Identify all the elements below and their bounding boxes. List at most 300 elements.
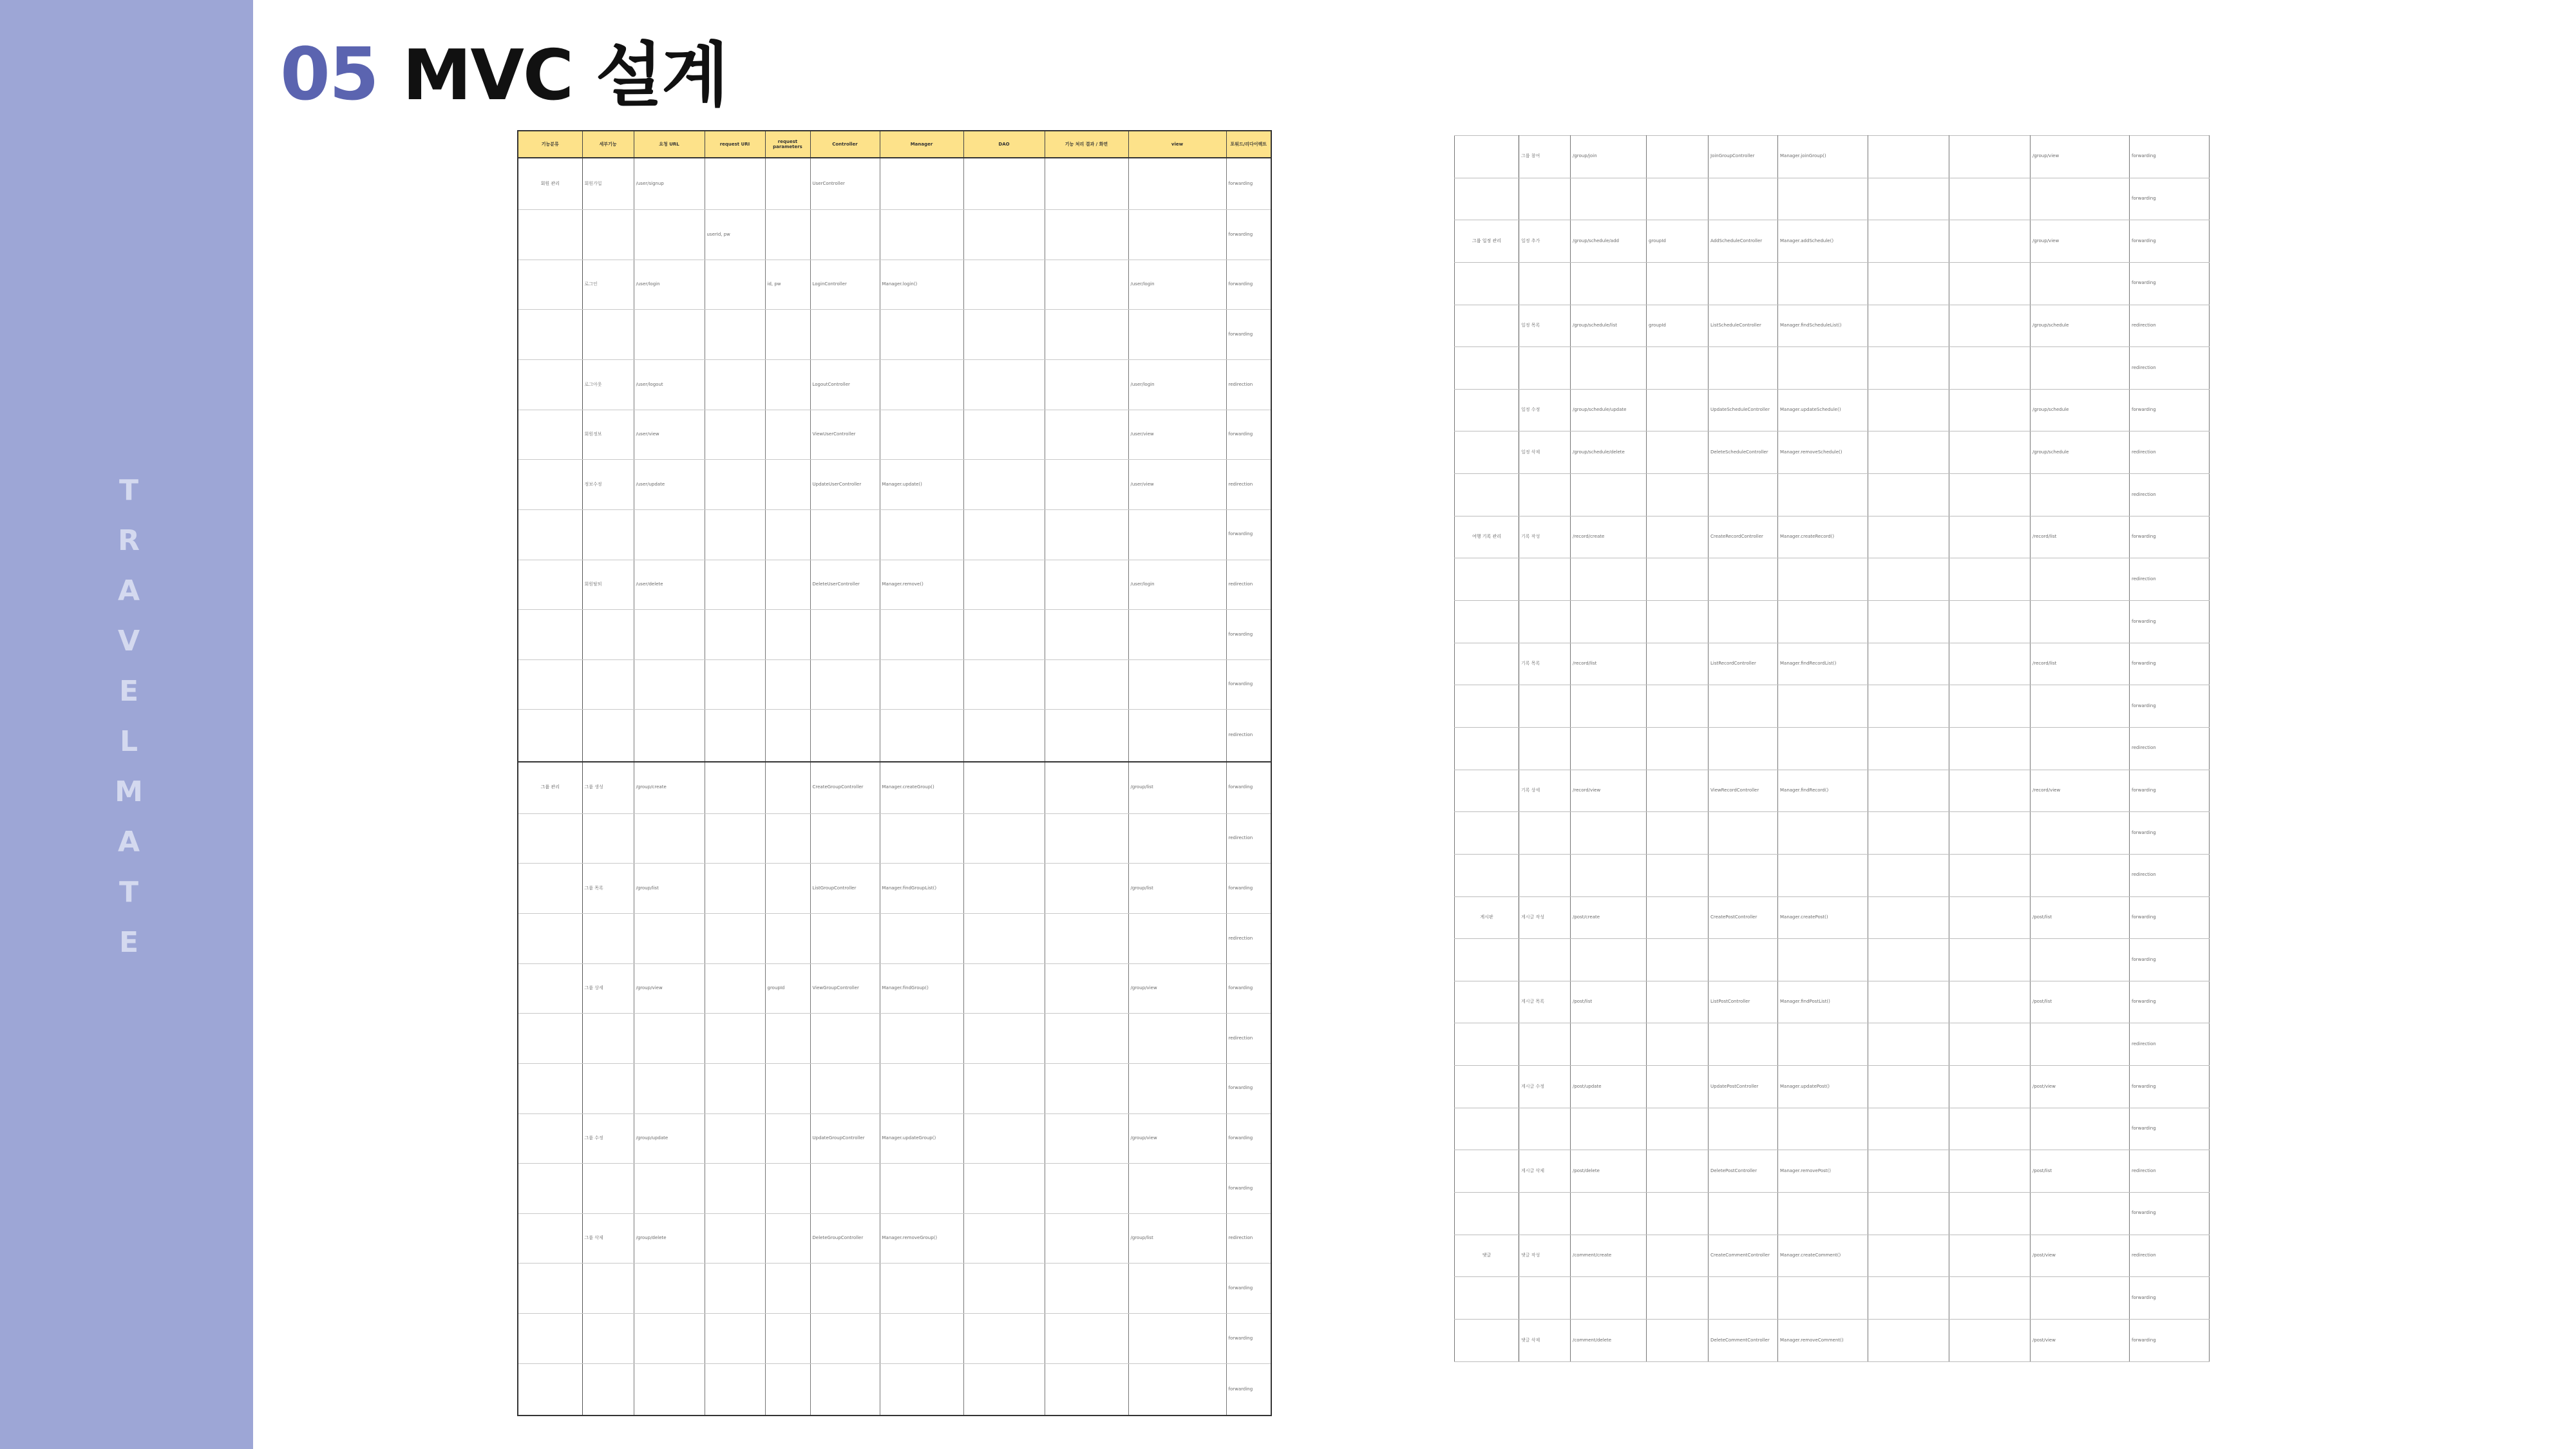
table-cell: [518, 460, 582, 510]
table-cell: [634, 610, 705, 660]
table-cell: [765, 864, 810, 914]
table-row: [518, 460, 1271, 510]
table-cell: [963, 963, 1045, 1014]
table-cell: forwarding: [2130, 178, 2210, 220]
table-cell: [1647, 347, 1709, 390]
table-row: [518, 1164, 1271, 1214]
table-cell: [1045, 864, 1128, 914]
table-cell: [1455, 431, 1519, 474]
table-cell: [1045, 360, 1128, 410]
table-cell: [1868, 431, 1949, 474]
column-header: 포워드/리다이렉트: [1226, 131, 1271, 158]
table-cell: CreateCommentController: [1709, 1235, 1778, 1277]
table-cell: [765, 813, 810, 864]
table-cell: /group/list: [634, 864, 705, 914]
table-cell: [963, 260, 1045, 310]
table-cell: [1571, 262, 1647, 305]
table-cell: [1868, 389, 1949, 431]
table-cell: [518, 1264, 582, 1314]
table-cell: /user/login: [1128, 260, 1226, 310]
table-cell: [1868, 262, 1949, 305]
table-cell: /post/view: [2031, 1319, 2130, 1361]
table-cell: [518, 210, 582, 260]
table-cell: [1519, 812, 1571, 855]
table-cell: groupId: [1647, 220, 1709, 263]
table-cell: [1868, 812, 1949, 855]
table-cell: [1571, 474, 1647, 516]
table-cell: ListPostController: [1709, 981, 1778, 1023]
table-cell: [1128, 509, 1226, 560]
table-cell: LogoutController: [810, 360, 880, 410]
table-cell: [518, 710, 582, 762]
table-cell: [705, 1314, 765, 1364]
table-cell: /group/view: [2031, 136, 2130, 178]
table-cell: [1949, 558, 2031, 601]
table-cell: [810, 914, 880, 964]
table-cell: forwarding: [2130, 1108, 2210, 1150]
table-cell: [1571, 347, 1647, 390]
table-cell: ListRecordController: [1709, 643, 1778, 685]
table-cell: [1455, 1319, 1519, 1361]
table-cell: /group/schedule/list: [1571, 305, 1647, 347]
table-cell: [963, 813, 1045, 864]
table-cell: ViewUserController: [810, 410, 880, 460]
table-cell: [2031, 474, 2130, 516]
table-cell: forwarding: [1226, 1113, 1271, 1164]
table-cell: [963, 610, 1045, 660]
table-cell: [765, 1363, 810, 1416]
table-cell: /group/view: [634, 963, 705, 1014]
table-cell: [705, 360, 765, 410]
table-cell: [1647, 854, 1709, 896]
table-cell: [1647, 770, 1709, 812]
table-cell: [1949, 1193, 2031, 1235]
table-cell: [2031, 558, 2130, 601]
table-cell: /post/list: [2031, 1150, 2130, 1193]
table-cell: [582, 1314, 634, 1364]
table-row: [518, 360, 1271, 410]
table-cell: [1949, 854, 2031, 896]
table-cell: [1778, 939, 1868, 981]
table-cell: [1868, 1066, 1949, 1108]
table-cell: [1045, 1014, 1128, 1064]
table-cell: JoinGroupController: [1709, 136, 1778, 178]
table-cell: [2031, 347, 2130, 390]
table-cell: [518, 360, 582, 410]
table-cell: /user/update: [634, 460, 705, 510]
table-cell: [1571, 727, 1647, 770]
table-cell: [1519, 474, 1571, 516]
table-cell: [963, 1363, 1045, 1416]
table-cell: 회원 관리: [518, 158, 582, 210]
table-cell: 일정 목록: [1519, 305, 1571, 347]
brand-letter: E: [118, 675, 139, 708]
table-cell: [1128, 1014, 1226, 1064]
table-cell: [1868, 474, 1949, 516]
table-row: [518, 1314, 1271, 1364]
table-cell: forwarding: [1226, 210, 1271, 260]
table-cell: [1949, 981, 2031, 1023]
table-cell: [1709, 1277, 1778, 1320]
table-cell: [765, 560, 810, 610]
table-row: [518, 210, 1271, 260]
table-cell: [705, 410, 765, 460]
table-cell: [705, 460, 765, 510]
table-cell: [963, 864, 1045, 914]
table-cell: [1455, 136, 1519, 178]
table-cell: [634, 1014, 705, 1064]
table-cell: [2031, 685, 2130, 728]
table-cell: forwarding: [1226, 610, 1271, 660]
table-cell: 댓글: [1455, 1235, 1519, 1277]
table-cell: [582, 1014, 634, 1064]
table-cell: [1709, 854, 1778, 896]
table-cell: forwarding: [1226, 659, 1271, 710]
table-cell: /record/list: [2031, 516, 2130, 558]
table-cell: Manager.updatePost(): [1778, 1066, 1868, 1108]
table-cell: Manager.findGroup(): [880, 963, 963, 1014]
table-cell: /group/join: [1571, 136, 1647, 178]
table-cell: [765, 914, 810, 964]
table-cell: /group/update: [634, 1113, 705, 1164]
table-cell: Manager.findRecord(): [1778, 770, 1868, 812]
table-cell: ViewGroupController: [810, 963, 880, 1014]
table-cell: [705, 610, 765, 660]
table-cell: redirection: [2130, 305, 2210, 347]
table-cell: [705, 710, 765, 762]
table-cell: [1868, 1150, 1949, 1193]
table-cell: [1455, 812, 1519, 855]
table-cell: [1045, 1363, 1128, 1416]
table-cell: forwarding: [2130, 601, 2210, 643]
table-cell: [963, 1213, 1045, 1264]
table-cell: [1455, 939, 1519, 981]
table-cell: [963, 1314, 1045, 1364]
brand-letter: R: [118, 524, 140, 557]
table-cell: Manager.removeComment(): [1778, 1319, 1868, 1361]
table-cell: [1949, 474, 2031, 516]
table-cell: [1868, 136, 1949, 178]
table-cell: [582, 509, 634, 560]
table-cell: redirection: [1226, 914, 1271, 964]
table-cell: [1045, 509, 1128, 560]
table-cell: [963, 210, 1045, 260]
table-cell: [1868, 939, 1949, 981]
table-cell: [1868, 601, 1949, 643]
table-cell: DeleteUserController: [810, 560, 880, 610]
table-row: [1455, 896, 2210, 939]
table-row: [518, 914, 1271, 964]
table-row: [1455, 347, 2210, 390]
table-cell: forwarding: [1226, 1164, 1271, 1214]
table-cell: Manager.createRecord(): [1778, 516, 1868, 558]
table-row: [518, 659, 1271, 710]
table-cell: [1778, 685, 1868, 728]
table-row: [1455, 601, 2210, 643]
table-row: [1455, 981, 2210, 1023]
table-cell: 그룹 상세: [582, 963, 634, 1014]
table-cell: /user/delete: [634, 560, 705, 610]
table-cell: [518, 813, 582, 864]
table-cell: [1647, 896, 1709, 939]
table-cell: [518, 610, 582, 660]
table-cell: [518, 260, 582, 310]
table-cell: [765, 310, 810, 360]
table-cell: [1709, 347, 1778, 390]
table-cell: AddScheduleController: [1709, 220, 1778, 263]
table-cell: [1128, 1164, 1226, 1214]
table-cell: [1571, 178, 1647, 220]
table-cell: 일정 수정: [1519, 389, 1571, 431]
table-cell: /post/view: [2031, 1235, 2130, 1277]
table-cell: 일정 추가: [1519, 220, 1571, 263]
table-row: [518, 1014, 1271, 1064]
table-cell: forwarding: [1226, 310, 1271, 360]
table-row: [518, 1264, 1271, 1314]
table-cell: forwarding: [1226, 509, 1271, 560]
table-row: [1455, 1235, 2210, 1277]
table-cell: [1045, 460, 1128, 510]
table-cell: [1949, 1235, 2031, 1277]
table-cell: [705, 509, 765, 560]
table-row: [518, 762, 1271, 814]
table-cell: [1455, 981, 1519, 1023]
table-cell: [582, 710, 634, 762]
table-cell: [1045, 914, 1128, 964]
table-cell: forwarding: [2130, 262, 2210, 305]
table-cell: /record/view: [1571, 770, 1647, 812]
table-cell: /group/list: [1128, 1213, 1226, 1264]
table-cell: [634, 509, 705, 560]
table-cell: forwarding: [2130, 220, 2210, 263]
table-cell: DeleteCommentController: [1709, 1319, 1778, 1361]
table-cell: [634, 1063, 705, 1113]
table-cell: 기록 목록: [1519, 643, 1571, 685]
table-cell: [1128, 813, 1226, 864]
table-cell: [705, 1063, 765, 1113]
table-cell: [1778, 474, 1868, 516]
table-cell: [634, 210, 705, 260]
table-cell: [1949, 1150, 2031, 1193]
table-cell: /user/login: [1128, 560, 1226, 610]
table-cell: forwarding: [2130, 1066, 2210, 1108]
table-cell: [518, 1063, 582, 1113]
table-cell: [1647, 1108, 1709, 1150]
table-cell: [1519, 601, 1571, 643]
table-cell: [582, 914, 634, 964]
table-cell: [963, 659, 1045, 710]
table-cell: redirection: [1226, 813, 1271, 864]
table-cell: [1571, 854, 1647, 896]
table-cell: [810, 210, 880, 260]
table-cell: 그룹 목록: [582, 864, 634, 914]
table-cell: [1778, 178, 1868, 220]
table-cell: [1778, 601, 1868, 643]
table-cell: 일정 삭제: [1519, 431, 1571, 474]
table-cell: [634, 1264, 705, 1314]
table-cell: [1709, 474, 1778, 516]
table-cell: [810, 1363, 880, 1416]
table-cell: /user/logout: [634, 360, 705, 410]
table-cell: Manager.findRecordList(): [1778, 643, 1868, 685]
table-cell: forwarding: [2130, 981, 2210, 1023]
table-cell: 회원정보: [582, 410, 634, 460]
table-cell: [518, 659, 582, 710]
table-cell: [634, 310, 705, 360]
table-cell: [705, 963, 765, 1014]
table-cell: [1778, 727, 1868, 770]
table-row: [518, 963, 1271, 1014]
table-row: [1455, 1150, 2210, 1193]
table-cell: 로그아웃: [582, 360, 634, 410]
table-cell: [1647, 1235, 1709, 1277]
table-cell: [1868, 1235, 1949, 1277]
table-cell: 회원가입: [582, 158, 634, 210]
table-cell: [1455, 685, 1519, 728]
table-row: [1455, 1319, 2210, 1361]
table-row: [1455, 516, 2210, 558]
table-cell: Manager.findScheduleList(): [1778, 305, 1868, 347]
table-cell: [1128, 1314, 1226, 1364]
table-cell: [880, 914, 963, 964]
table-cell: [1868, 1319, 1949, 1361]
table-row: [1455, 220, 2210, 263]
table-cell: [705, 1213, 765, 1264]
table-cell: [582, 1264, 634, 1314]
table-cell: [705, 1264, 765, 1314]
mvc-design-table-left: [517, 130, 1272, 1416]
table-cell: /group/list: [1128, 864, 1226, 914]
column-header: 기능 처리 결과 / 화면: [1045, 131, 1128, 158]
table-cell: [518, 310, 582, 360]
table-cell: [1045, 659, 1128, 710]
table-cell: /post/list: [2031, 981, 2130, 1023]
table-cell: [765, 1014, 810, 1064]
table-cell: [1709, 1023, 1778, 1066]
table-cell: [1571, 812, 1647, 855]
table-cell: Manager.update(): [880, 460, 963, 510]
table-cell: redirection: [2130, 558, 2210, 601]
table-cell: [1949, 431, 2031, 474]
table-cell: ListGroupController: [810, 864, 880, 914]
table-cell: CreatePostController: [1709, 896, 1778, 939]
table-cell: [963, 710, 1045, 762]
table-cell: 댓글 삭제: [1519, 1319, 1571, 1361]
table-cell: [705, 560, 765, 610]
table-cell: [1519, 262, 1571, 305]
table-cell: 로그인: [582, 260, 634, 310]
table-cell: [1455, 770, 1519, 812]
table-cell: forwarding: [2130, 1277, 2210, 1320]
table-cell: [634, 659, 705, 710]
table-cell: [1949, 812, 2031, 855]
table-cell: /group/delete: [634, 1213, 705, 1264]
table-cell: [963, 310, 1045, 360]
table-cell: [1709, 1193, 1778, 1235]
table-cell: [1647, 1277, 1709, 1320]
table-row: [518, 610, 1271, 660]
table-cell: [880, 158, 963, 210]
table-cell: forwarding: [2130, 136, 2210, 178]
table-row: [1455, 1066, 2210, 1108]
table-cell: [1128, 914, 1226, 964]
sidebar: [0, 0, 253, 1449]
table-cell: forwarding: [2130, 1319, 2210, 1361]
table-cell: forwarding: [2130, 896, 2210, 939]
table-cell: 기록 작성: [1519, 516, 1571, 558]
table-row: [518, 310, 1271, 360]
table-cell: [1128, 1363, 1226, 1416]
table-cell: [1128, 310, 1226, 360]
table-row: [1455, 1023, 2210, 1066]
table-cell: [810, 310, 880, 360]
table-cell: [880, 210, 963, 260]
table-cell: [1647, 431, 1709, 474]
table-cell: /group/list: [1128, 762, 1226, 814]
table-cell: [1949, 136, 2031, 178]
table-cell: [963, 360, 1045, 410]
table-row: [518, 158, 1271, 210]
table-cell: 그룹 수정: [582, 1113, 634, 1164]
table-cell: UpdateGroupController: [810, 1113, 880, 1164]
table-cell: [1455, 854, 1519, 896]
table-row: [518, 1063, 1271, 1113]
table-cell: [1647, 558, 1709, 601]
table-cell: [880, 1363, 963, 1416]
table-cell: /record/list: [2031, 643, 2130, 685]
brand-letter: T: [118, 876, 138, 909]
table-cell: [518, 1314, 582, 1364]
table-row: [518, 813, 1271, 864]
table-cell: 게시판: [1455, 896, 1519, 939]
table-cell: [1519, 854, 1571, 896]
brand-letter: E: [118, 926, 139, 959]
table-cell: /record/create: [1571, 516, 1647, 558]
table-cell: userId, pw: [705, 210, 765, 260]
table-cell: [1778, 1023, 1868, 1066]
table-cell: [1949, 262, 2031, 305]
table-cell: [1949, 1319, 2031, 1361]
table-cell: [810, 659, 880, 710]
table-cell: [582, 1164, 634, 1214]
table-cell: [1045, 260, 1128, 310]
table-cell: [705, 762, 765, 814]
table-cell: [582, 813, 634, 864]
table-cell: [765, 1213, 810, 1264]
table-cell: [582, 1363, 634, 1416]
table-cell: /group/view: [2031, 220, 2130, 263]
table-cell: [963, 1014, 1045, 1064]
table-row: [1455, 262, 2210, 305]
table-header-row: [518, 131, 1271, 158]
table-cell: [1778, 1108, 1868, 1150]
table-cell: [1868, 643, 1949, 685]
table-cell: /group/view: [1128, 963, 1226, 1014]
table-cell: [1647, 136, 1709, 178]
table-cell: [1571, 1193, 1647, 1235]
table-cell: [1647, 1023, 1709, 1066]
table-cell: 그룹 삭제: [582, 1213, 634, 1264]
table-cell: /user/view: [634, 410, 705, 460]
table-cell: [1868, 558, 1949, 601]
table-cell: [765, 610, 810, 660]
table-cell: ViewRecordController: [1709, 770, 1778, 812]
table-cell: [518, 410, 582, 460]
table-cell: [765, 659, 810, 710]
table-cell: [1455, 558, 1519, 601]
table-cell: [1647, 685, 1709, 728]
table-cell: [1778, 854, 1868, 896]
